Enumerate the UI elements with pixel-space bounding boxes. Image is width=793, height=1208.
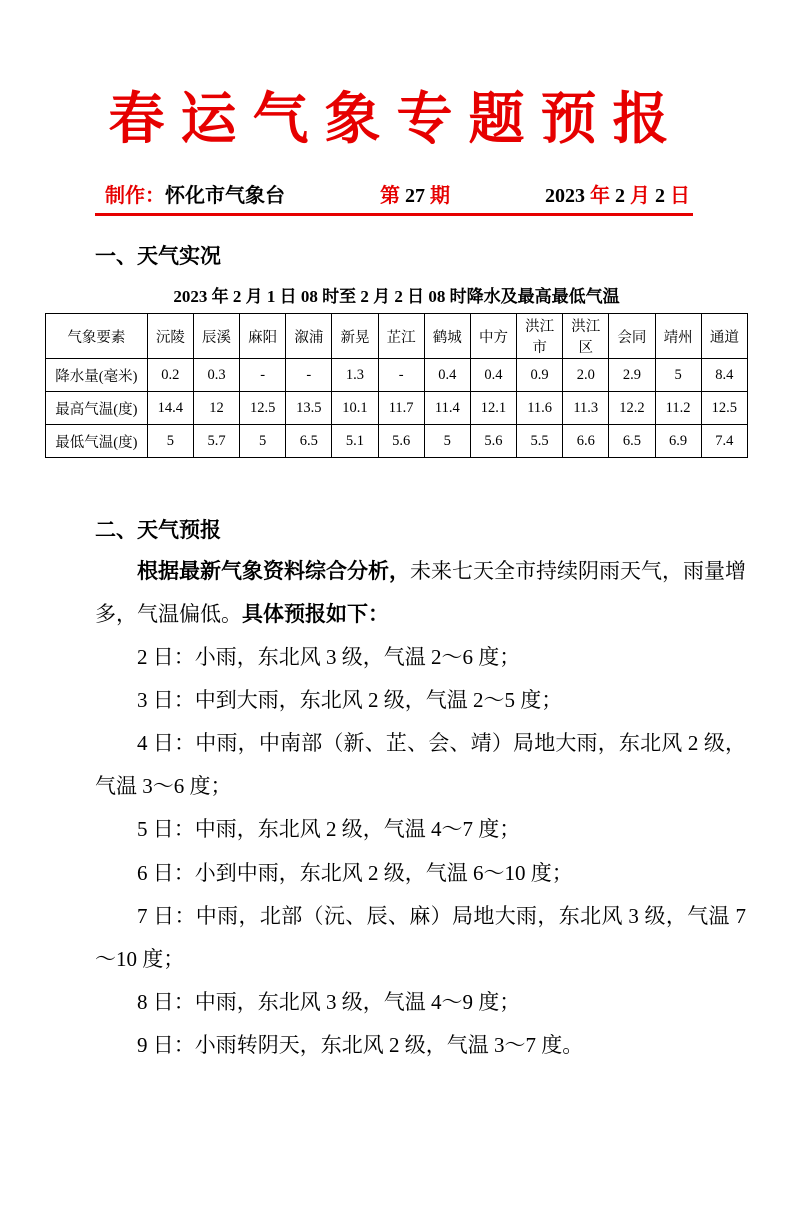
value-cell: 洪江区 [563, 314, 609, 359]
value-cell: 5.1 [332, 425, 378, 458]
value-cell: 0.9 [517, 359, 563, 392]
date-day: 2 [655, 185, 665, 208]
row-label-cell: 气象要素 [46, 314, 148, 359]
forecast-line: 6 日：小到中雨，东北风 2 级，气温 6～10 度； [137, 860, 573, 885]
value-cell: 12.2 [609, 392, 655, 425]
value-cell: 6.5 [609, 425, 655, 458]
forecast-line: 7 日：中雨，北部（沅、辰、麻）局地大雨，东北风 3 级，气温 7～10 度； [95, 903, 746, 971]
forecast-line: 3 日：中到大雨，东北风 2 级，气温 2～5 度； [137, 688, 563, 713]
value-cell: 14.4 [147, 392, 193, 425]
value-cell: 12.5 [240, 392, 286, 425]
value-cell: 溆浦 [286, 314, 332, 359]
masthead-divider-rule [95, 213, 693, 216]
value-cell: 靖州 [655, 314, 701, 359]
value-cell: 5.7 [193, 425, 239, 458]
weather-table-title: 2023 年 2 月 1 日 08 时至 2 月 2 日 08 时降水及最高最低气温 [173, 287, 620, 307]
value-cell: 1.3 [332, 359, 378, 392]
value-cell: 洪江市 [517, 314, 563, 359]
weather-table-body [46, 314, 748, 458]
value-cell: 11.2 [655, 392, 701, 425]
forecast-line: 9 日：小雨转阴天，东北风 2 级，气温 3～7 度。 [137, 1032, 584, 1057]
value-cell: 0.3 [193, 359, 239, 392]
intro-regular: 未来七天全市持续阴雨天气，雨量增多，气温偏低。 [95, 559, 746, 627]
section1-heading: 一、天气实况 [95, 244, 221, 269]
table-header-row [46, 314, 748, 359]
value-cell: 11.6 [517, 392, 563, 425]
value-cell: 5 [424, 425, 470, 458]
producer [105, 179, 285, 208]
forecast-line: 5 日：中雨，东北风 2 级，气温 4～7 度； [137, 817, 521, 842]
issue-date [545, 179, 690, 208]
forecast-intro-paragraph [95, 550, 746, 636]
value-cell: 5.5 [517, 425, 563, 458]
forecast-line: 2 日：小雨，东北风 3 级，气温 2～6 度； [137, 645, 521, 670]
weather-table [45, 313, 748, 458]
value-cell: 10.1 [332, 392, 378, 425]
value-cell: 5 [147, 425, 193, 458]
value-cell: 7.4 [701, 425, 747, 458]
value-cell: 2.0 [563, 359, 609, 392]
row-label-cell: 最低气温(度) [46, 425, 148, 458]
value-cell: 麻阳 [240, 314, 286, 359]
value-cell: 5.6 [378, 425, 424, 458]
value-cell: 13.5 [286, 392, 332, 425]
value-cell: 辰溪 [193, 314, 239, 359]
table-row [46, 392, 748, 425]
weather-bulletin-page [0, 86, 793, 1067]
value-cell: 5 [655, 359, 701, 392]
value-cell: - [378, 359, 424, 392]
table-row [46, 425, 748, 458]
date-month-unit: 月 [625, 185, 655, 208]
value-cell: 8.4 [701, 359, 747, 392]
value-cell: 11.7 [378, 392, 424, 425]
value-cell: 5.6 [470, 425, 516, 458]
value-cell: 中方 [470, 314, 516, 359]
table-row [46, 359, 748, 392]
value-cell: 6.5 [286, 425, 332, 458]
issue-suffix: 期 [430, 185, 450, 208]
value-cell: 鹤城 [424, 314, 470, 359]
value-cell: 2.9 [609, 359, 655, 392]
value-cell: 12 [193, 392, 239, 425]
row-label-cell: 降水量(毫米) [46, 359, 148, 392]
intro-bold-end: 具体预报如下： [242, 602, 389, 627]
value-cell: 新晃 [332, 314, 378, 359]
intro-bold-start: 根据最新气象资料综合分析， [137, 559, 410, 584]
value-cell: 会同 [609, 314, 655, 359]
producer-label: 制作： [105, 185, 165, 208]
value-cell: 沅陵 [147, 314, 193, 359]
section2-heading: 二、天气预报 [95, 518, 221, 543]
masthead [105, 179, 690, 208]
value-cell: 12.1 [470, 392, 516, 425]
value-cell: 通道 [701, 314, 747, 359]
value-cell: - [240, 359, 286, 392]
date-day-unit: 日 [665, 185, 690, 208]
value-cell: 12.5 [701, 392, 747, 425]
date-year: 2023 [545, 185, 585, 208]
issue-number [380, 179, 450, 208]
value-cell: 11.3 [563, 392, 609, 425]
value-cell: 0.4 [470, 359, 516, 392]
page-title: 春运气象专题预报 [108, 86, 685, 152]
date-month: 2 [615, 185, 625, 208]
forecast-line: 8 日：中雨，东北风 3 级，气温 4～9 度； [137, 989, 521, 1014]
date-year-unit: 年 [585, 185, 615, 208]
value-cell: 11.4 [424, 392, 470, 425]
value-cell: 0.4 [424, 359, 470, 392]
value-cell: 0.2 [147, 359, 193, 392]
value-cell: 5 [240, 425, 286, 458]
issue-prefix: 第 [380, 185, 400, 208]
producer-value: 怀化市气象台 [165, 185, 285, 208]
value-cell: - [286, 359, 332, 392]
forecast-lines [45, 636, 748, 1066]
issue-value: 27 [400, 185, 430, 208]
forecast-line: 4 日：中雨，中南部（新、芷、会、靖）局地大雨，东北风 2 级，气温 3～6 度； [95, 731, 746, 799]
row-label-cell: 最高气温(度) [46, 392, 148, 425]
value-cell: 6.9 [655, 425, 701, 458]
value-cell: 芷江 [378, 314, 424, 359]
value-cell: 6.6 [563, 425, 609, 458]
